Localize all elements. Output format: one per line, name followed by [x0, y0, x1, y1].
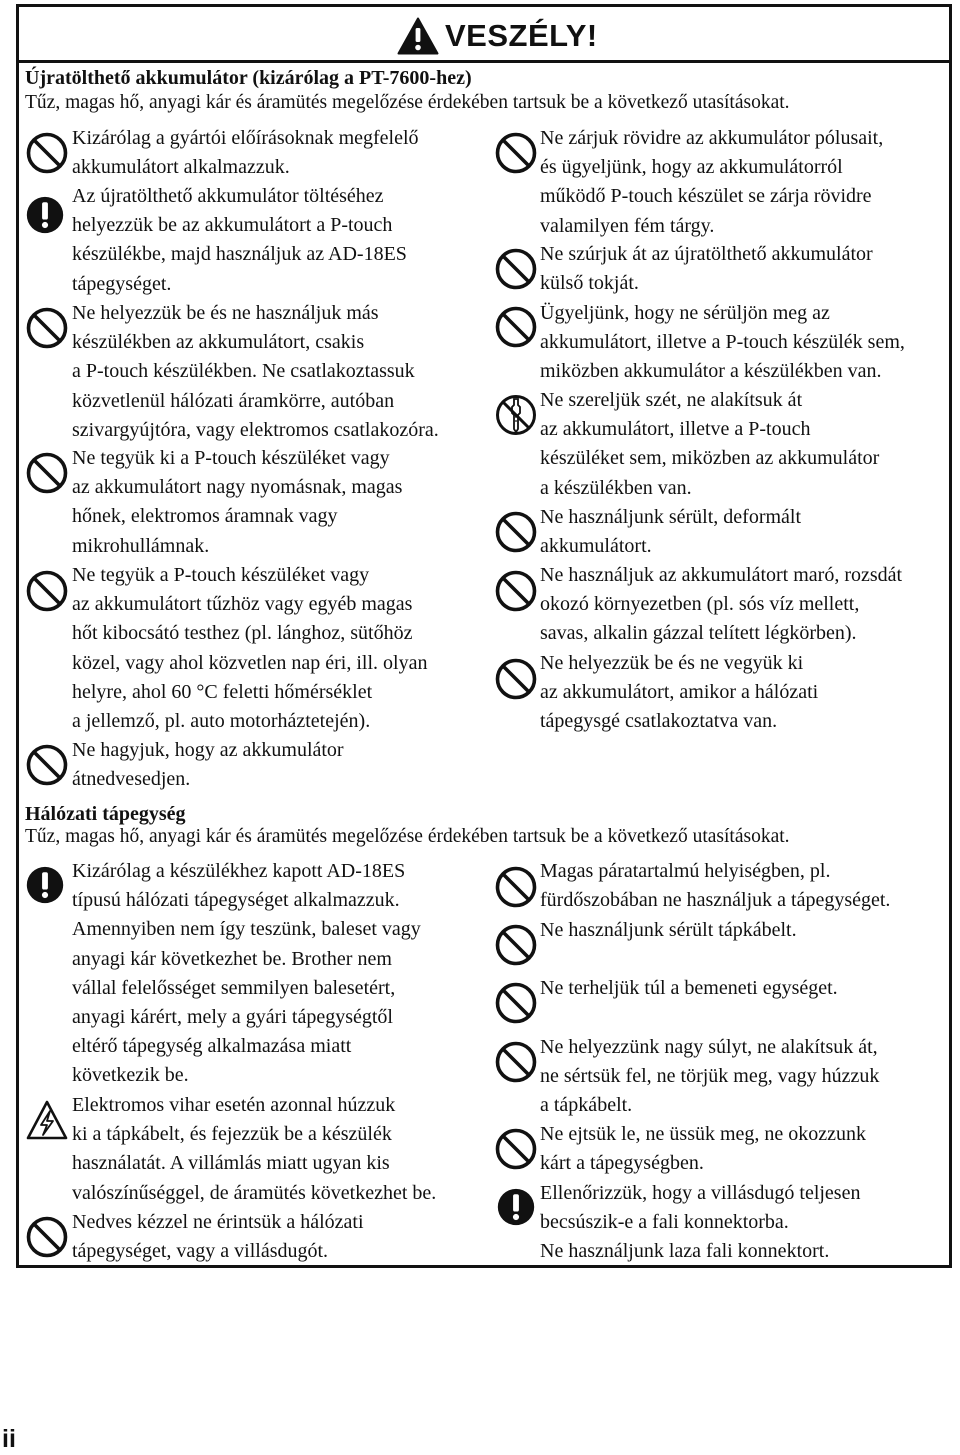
battery-section-title: Újratölthető akkumulátor (kizárólag a PT-7600-hez): [25, 67, 472, 89]
battery-right-item: [540, 561, 950, 649]
mandatory-icon: [496, 1187, 536, 1227]
item-text: Ne tegyük ki a P-touch készüléket vagy az akkumulátort nagy nyomásnak, magas hőnek, elektromos áramnak vagy mikrohullámnak.: [72, 447, 403, 557]
prohibition-icon: [25, 569, 69, 613]
adapter-right-item: [540, 1179, 950, 1267]
prohibition-icon: [494, 865, 538, 909]
prohibition-icon: [25, 1215, 69, 1259]
adapter-left-item: [72, 857, 502, 1091]
item-text: Kizárólag a gyártói előírásoknak megfelelő akkumulátort alkalmazzuk.: [72, 127, 419, 179]
item-text: Ne zárjuk rövidre az akkumulátor pólusait, és ügyeljünk, hogy az akkumulátorról működő P-touch készület se zárja rövidre valamilyen fém tárgy.: [540, 127, 884, 237]
battery-left-item: [72, 444, 502, 561]
prohibition-icon: [494, 247, 538, 291]
battery-left-item: [72, 736, 502, 794]
prohibition-icon: [494, 510, 538, 554]
mandatory-icon: [25, 865, 65, 905]
item-text: Ne szúrjuk át az újratölthető akkumulátor külső tokját.: [540, 243, 873, 295]
item-text: Az újratölthető akkumulátor töltéséhez helyezzük be az akkumulátort a P-touch készülékbe, majd használjuk az AD-18ES tápegységet.: [72, 185, 407, 295]
item-text: Kizárólag a készülékhez kapott AD-18ES típusú hálózati tápegységet alkalmazzuk. Amennyiben nem így teszünk, baleset vagy anyagi kár következhet be. Brother nem vállal felelősséget semmilyen balesetért, anyagi kárért, mely a gyári tápegységtől eltérő tápegység alkalmazása miatt következik be.: [72, 860, 421, 1087]
item-text: Ne használjunk sérült tápkábelt.: [540, 919, 797, 941]
battery-right-item: [540, 649, 950, 737]
item-text: Ne terheljük túl a bemeneti egységet.: [540, 977, 838, 999]
adapter-right-item: [540, 1033, 950, 1121]
battery-left-item: [72, 561, 502, 736]
adapter-right-item: [540, 857, 950, 915]
adapter-right-item: [540, 974, 950, 1003]
adapter-right-item: [540, 1120, 950, 1178]
item-text: Ne helyezzünk nagy súlyt, ne alakítsuk át, ne sértsük fel, ne törjük meg, vagy húzzuk a tápkábelt.: [540, 1036, 880, 1117]
adapter-left-item: [72, 1208, 502, 1266]
battery-right-item: [540, 386, 950, 503]
battery-section-intro: Tűz, magas hő, anyagi kár és áramütés megelőzése érdekében tartsuk be a következő utasításokat.: [25, 92, 790, 113]
prohibition-icon: [25, 131, 69, 175]
adapter-section-intro: Tűz, magas hő, anyagi kár és áramütés megelőzése érdekében tartsuk be a következő utasításokat.: [25, 826, 790, 847]
item-text: Ne helyezzük be és ne vegyük ki az akkumulátort, amikor a hálózati tápegysgé csatlakoztatva van.: [540, 652, 819, 733]
item-text: Magas páratartalmú helyiségben, pl. fürdőszobában ne használjuk a tápegységet.: [540, 860, 891, 912]
item-text: Ne hagyjuk, hogy az akkumulátor átnedvesedjen.: [72, 739, 344, 791]
danger-title: [397, 16, 598, 56]
item-text: Elektromos vihar esetén azonnal húzzuk ki a tápkábelt, és fejezzük be a készülék használatát. A villámlás miatt ugyan kis valószínűséggel, de áramütés következhet be.: [72, 1094, 437, 1204]
prohibition-icon: [25, 743, 69, 787]
electric-shock-icon: [25, 1099, 69, 1143]
warning-triangle-icon: [397, 17, 439, 55]
item-text: Ne helyezzük be és ne használjuk más készülékben az akkumulátort, csakis a P-touch készülékben. Ne csatlakoztassuk közvetlenül hálózati áramkörre, autóban szivargyújtóra, vagy elektromos csatlakozóra.: [72, 302, 439, 441]
prohibition-icon: [494, 569, 538, 613]
warning-frame: [16, 4, 952, 1268]
battery-right-item: [540, 503, 950, 561]
item-text: Ne használjunk sérült, deformált akkumulátort.: [540, 506, 802, 558]
adapter-right-item: [540, 916, 950, 945]
item-text: Ellenőrizzük, hogy a villásdugó teljesen becsúszik-e a fali konnektorba. Ne használjunk laza fali konnektort.: [540, 1182, 861, 1263]
battery-left-item: [72, 182, 502, 299]
battery-right-item: [540, 299, 950, 387]
mandatory-icon: [25, 195, 65, 235]
prohibition-icon: [494, 657, 538, 701]
adapter-section-title: Hálózati tápegység: [25, 803, 186, 825]
battery-right-item: [540, 240, 950, 298]
prohibition-icon: [494, 1127, 538, 1171]
prohibition-icon: [494, 923, 538, 967]
battery-right-item: [540, 124, 950, 241]
prohibition-icon: [494, 981, 538, 1025]
prohibition-icon: [25, 306, 69, 350]
danger-title-text: VESZÉLY!: [445, 18, 598, 53]
prohibition-icon: [494, 131, 538, 175]
prohibition-icon: [494, 1040, 538, 1084]
battery-left-item: [72, 124, 502, 182]
item-text: Ne szereljük szét, ne alakítsuk át az akkumulátort, illetve a P-touch készüléket sem, miközben az akkumulátor a készülékben van.: [540, 389, 880, 499]
no-disassembly-icon: [494, 393, 538, 437]
danger-header: [19, 7, 949, 63]
prohibition-icon: [25, 451, 69, 495]
battery-left-item: [72, 299, 512, 445]
item-text: Ne ejtsük le, ne üssük meg, ne okozzunk kárt a tápegységben.: [540, 1123, 867, 1175]
item-text: Ne használjuk az akkumulátort maró, rozsdát okozó környezetben (pl. sós víz mellett, savas, alkalin gázzal telített légkörben).: [540, 564, 903, 645]
item-text: Ügyeljünk, hogy ne sérüljön meg az akkumulátort, illetve a P-touch készülék sem, miközben akkumulátor a készülékben van.: [540, 302, 905, 383]
page-number: ii: [2, 1425, 16, 1453]
adapter-left-item: [72, 1091, 512, 1208]
item-text: Ne tegyük a P-touch készüléket vagy az akkumulátort tűzhöz vagy egyéb magas hőt kibocsátó testhez (pl. lánghoz, sütőhöz közel, vagy ahol közvetlen nap éri, ill. olyan helyre, ahol 60 °C feletti hőmérséklet a jellemző, pl. auto motorháztetején).: [72, 564, 428, 733]
prohibition-icon: [494, 305, 538, 349]
item-text: Nedves kézzel ne érintsük a hálózati tápegységet, vagy a villásdugót.: [72, 1211, 364, 1263]
